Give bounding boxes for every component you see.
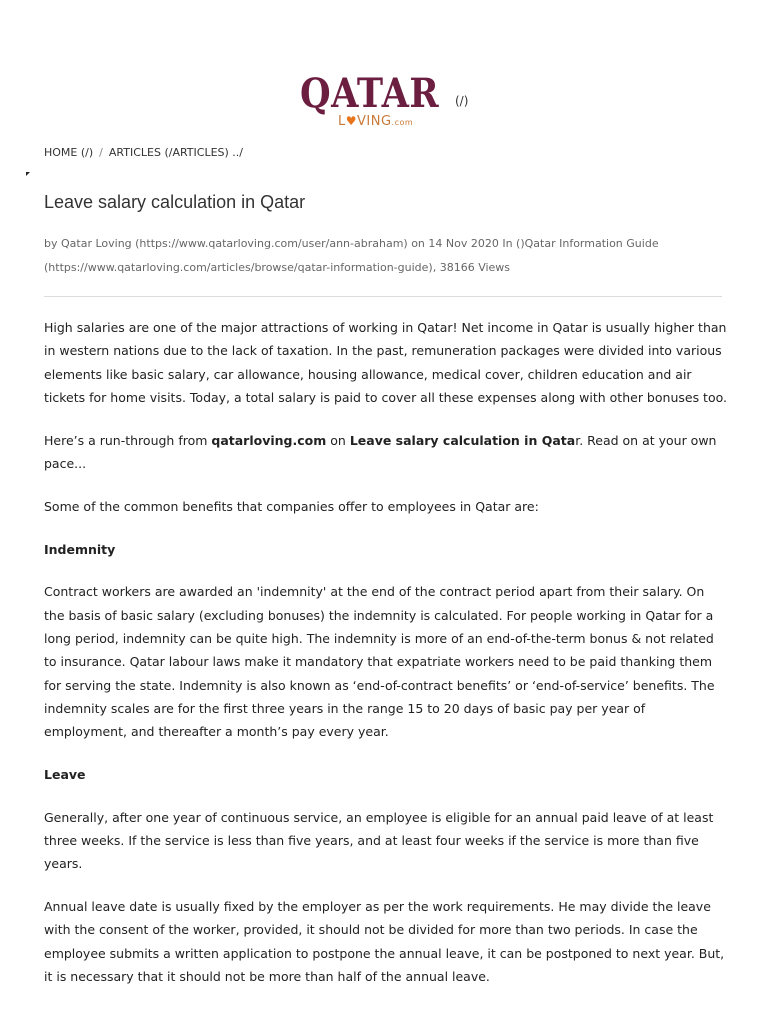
- site-header: [300, 70, 469, 134]
- heart-icon: ♥: [345, 114, 358, 128]
- breadcrumb: [44, 146, 243, 159]
- paragraph-benefits-intro: Some of the common benefits that companies offer to employees in Qatar are:: [44, 498, 539, 514]
- breadcrumb-home-link[interactable]: HOME (/): [44, 146, 94, 159]
- logo-wordmark: QATAR: [300, 70, 440, 117]
- heading-leave: Leave: [44, 766, 86, 782]
- breadcrumb-separator: /: [99, 146, 103, 159]
- site-name-link: qatarloving.com: [211, 432, 327, 448]
- logo-sub-suffix: VING: [357, 114, 392, 129]
- paragraph-leave-eligibility: Generally, after one year of continuous service, an employee is eligible for an annual paid leave of at least three weeks. If the service is less than five years, and at least four weeks if the service is more than five years.: [44, 809, 714, 872]
- breadcrumb-articles-link[interactable]: ARTICLES (/ARTICLES) ../: [108, 146, 244, 159]
- logo-link-text[interactable]: (/): [455, 94, 469, 108]
- topic-name: Leave salary calculation in Qata: [349, 432, 576, 448]
- paragraph-leave-date: Annual leave date is usually fixed by the employer as per the work requirements. He may divide the leave with the consent of the worker, provided, it should not be divided for more than two periods. In case the employee submits a written application to postpone the annual leave, it can be postponed to next year. But, it is necessary that it should not be more than half of the annual leave.: [44, 899, 725, 985]
- site-logo[interactable]: [300, 70, 469, 134]
- article-title: Leave salary calculation in Qatar: [44, 192, 306, 212]
- logo-sub-prefix: L: [338, 114, 346, 129]
- article-body: [44, 316, 728, 1008]
- article-meta-line-1[interactable]: by Qatar Loving (https://www.qatarloving.com/user/ann-abraham) on 14 Nov 2020 In ()Qatar Information Guide: [44, 237, 659, 250]
- logo-subtitle: [338, 114, 413, 129]
- logo-sub-com: .com: [391, 118, 414, 127]
- paragraph-intro: High salaries are one of the major attractions of working in Qatar! Net income in Qatar is usually higher than in western nations due to the lack of taxation. In the past, remuneration packages were divided into various elements like basic salary, car allowance, housing allowance, medical cover, children education and air tickets for home visits. Today, a total salary is paid to cover all these expenses along with other bonuses too.: [44, 320, 728, 405]
- paragraph-indemnity: Contract workers are awarded an 'indemnity' at the end of the contract period apart from their salary. On the basis of basic salary (excluding bonuses) the indemnity is calculated. For people working in Qatar for a long period, indemnity can be quite high. The indemnity is more of an end-of-the-term bonus & not related to insurance. Qatar labour laws make it mandatory that expatriate workers need to be paid thanking them for serving the state. Indemnity is also known as ‘end-of-contract benefits’ or ‘end-of-service’ benefits. The indemnity scales are for the first three years in the range 15 to 20 days of basic pay per year of employment, and thereafter a month’s pay every year.: [44, 584, 715, 740]
- article-meta: [44, 232, 724, 280]
- heading-indemnity: Indemnity: [44, 541, 116, 557]
- corner-marker-icon: [26, 172, 30, 176]
- paragraph-run-through: [44, 429, 728, 476]
- run-through-suffix: r. Read on at your own pace...: [44, 432, 717, 471]
- run-through-mid: on: [326, 432, 350, 448]
- run-through-prefix: Here’s a run-through from: [44, 432, 212, 448]
- article-meta-line-2[interactable]: (https://www.qatarloving.com/articles/browse/qatar-information-guide), 38166 Views: [44, 261, 511, 274]
- title-divider: [44, 296, 722, 297]
